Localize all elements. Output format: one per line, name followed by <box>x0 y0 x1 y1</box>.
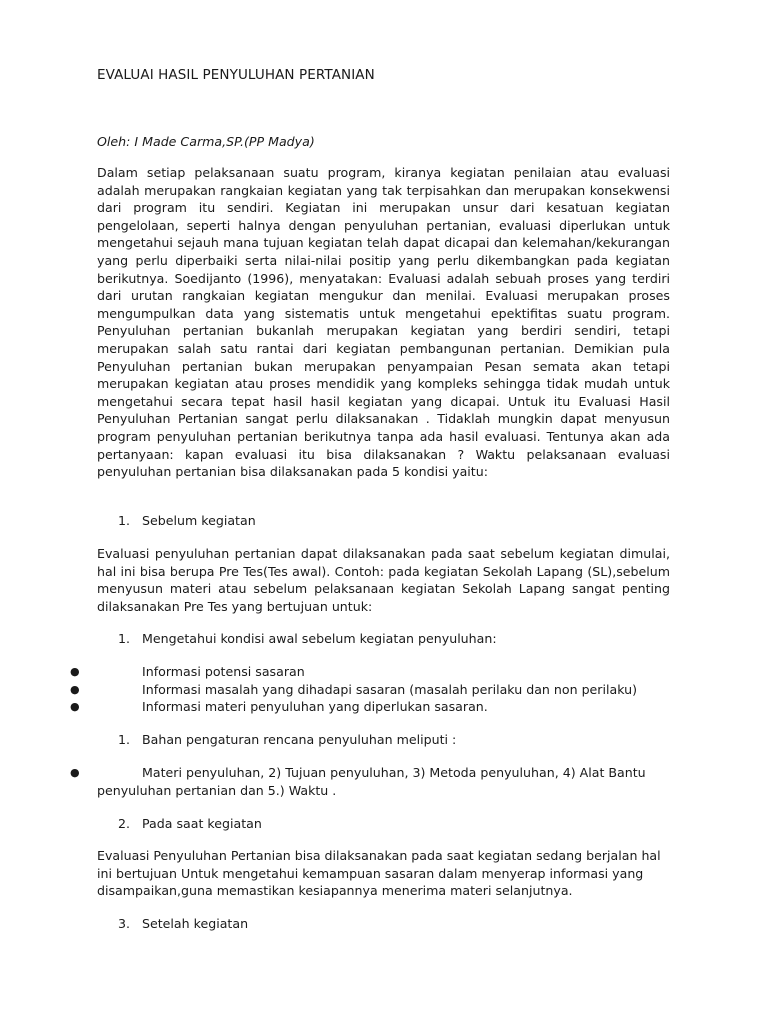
bullet-icon: ● <box>70 682 80 696</box>
list-label: Pada saat kegiatan <box>142 816 262 831</box>
list-number: 1. <box>118 732 131 747</box>
list-item-bahan-pengaturan <box>118 731 678 749</box>
bullet-item <box>0 681 700 699</box>
list-item-setelah-kegiatan <box>118 915 678 933</box>
bullet-item <box>0 698 700 716</box>
intro-paragraph: Dalam setiap pelaksanaan suatu program, kiranya kegiatan penilaian atau evaluasi adalah merupakan rangkaian kegiatan yang tak terpisahkan dan merupakan konsekwensi dari program itu sendiri. Kegiatan ini merupakan unsur dari kesatuan kegiatan pengelolaan, seperti halnya dengan penyuluhan pertanian, evaluasi diperlukan untuk mengetahui sejauh mana tujuan kegiatan telah dapat dicapai dan kelemahan/kekurangan yang perlu diperbaiki serta nilai-nilai positip yang perlu dikembangkan pada kegiatan berikutnya. Soedijanto (1996), menyatakan: Evaluasi adalah sebuah proses yang terdiri dari urutan rangkaian kegiatan mengukur dan menilai. Evaluasi merupakan proses mengumpulkan data yang sistematis untuk mengetahui epektifitas suatu program. Penyuluhan pertanian bukanlah merupakan kegiatan yang berdiri sendiri, tetapi merupakan salah satu rantai dari kegiatan pembangunan pertanian. Demikian pula Penyuluhan pertanian bukan merupakan penyampaian Pesan semata akan tetapi merupakan kegiatan atau proses mendidik yang kompleks sehingga tidak mudah untuk mengetahui secara tepat hasil hasil kegiatan yang dicapai. Untuk itu Evaluasi Hasil Penyuluhan Pertanian sangat perlu dilaksanakan . Tidaklah mungkin dapat menyusun program penyuluhan pertanian berikutnya tanpa ada hasil evaluasi. Tentunya akan ada pertanyaan: kapan evaluasi itu bisa dilaksanakan ? Waktu pelaksanaan evaluasi penyuluhan pertanian bisa dilaksanakan pada 5 kondisi yaitu: <box>97 165 670 480</box>
list-item-pada-saat-kegiatan <box>118 815 678 833</box>
list-number: 3. <box>118 916 131 931</box>
list-label: Bahan pengaturan rencana penyuluhan meliputi : <box>142 732 457 747</box>
list-label: Mengetahui kondisi awal sebelum kegiatan penyuluhan: <box>142 631 497 646</box>
document-author: Oleh: I Made Carma,SP.(PP Madya) <box>97 134 315 149</box>
bullet-text: Informasi materi penyuluhan yang diperlukan sasaran. <box>142 699 488 714</box>
list-item-sebelum-kegiatan <box>118 512 678 530</box>
bullet-text: Informasi potensi sasaran <box>142 664 305 679</box>
list-number: 2. <box>118 816 131 831</box>
bullet-text: Materi penyuluhan, 2) Tujuan penyuluhan, 3) Metoda penyuluhan, 4) Alat Bantu penyuluhan pertanian dan 5.) Waktu . <box>97 765 646 798</box>
bullet-icon: ● <box>70 766 80 779</box>
bullet-icon: ● <box>70 700 80 713</box>
bullet-text: Informasi masalah yang dihadapi sasaran (masalah perilaku dan non perilaku) <box>142 681 637 697</box>
list-label: Sebelum kegiatan <box>142 513 256 528</box>
list-number: 1. <box>118 513 131 528</box>
document-title: EVALUAI HASIL PENYULUHAN PERTANIAN <box>97 67 375 83</box>
information-bullet-list <box>0 663 700 716</box>
list-item-kondisi-awal <box>118 630 678 648</box>
bullet-item <box>0 663 700 681</box>
during-activity-paragraph: Evaluasi Penyuluhan Pertanian bisa dilaksanakan pada saat kegiatan sedang berjalan hal ini bertujuan Untuk mengetahui kemampuan sasaran dalam menyerap informasi yang disampaikan,guna memastikan kesiapannya menerima materi selanjutnya. <box>97 848 661 899</box>
pre-test-paragraph: Evaluasi penyuluhan pertanian dapat dilaksanakan pada saat sebelum kegiatan dimulai, hal ini bisa berupa Pre Tes(Tes awal). Contoh: pada kegiatan Sekolah Lapang (SL),sebelum menyusun materi atau sebelum pelaksanaan kegiatan Sekolah Lapang sangat penting dilaksanakan Pre Tes yang bertujuan untuk: <box>97 546 670 614</box>
list-number: 1. <box>118 631 131 646</box>
bullet-icon: ● <box>70 665 80 678</box>
list-label: Setelah kegiatan <box>142 916 249 931</box>
